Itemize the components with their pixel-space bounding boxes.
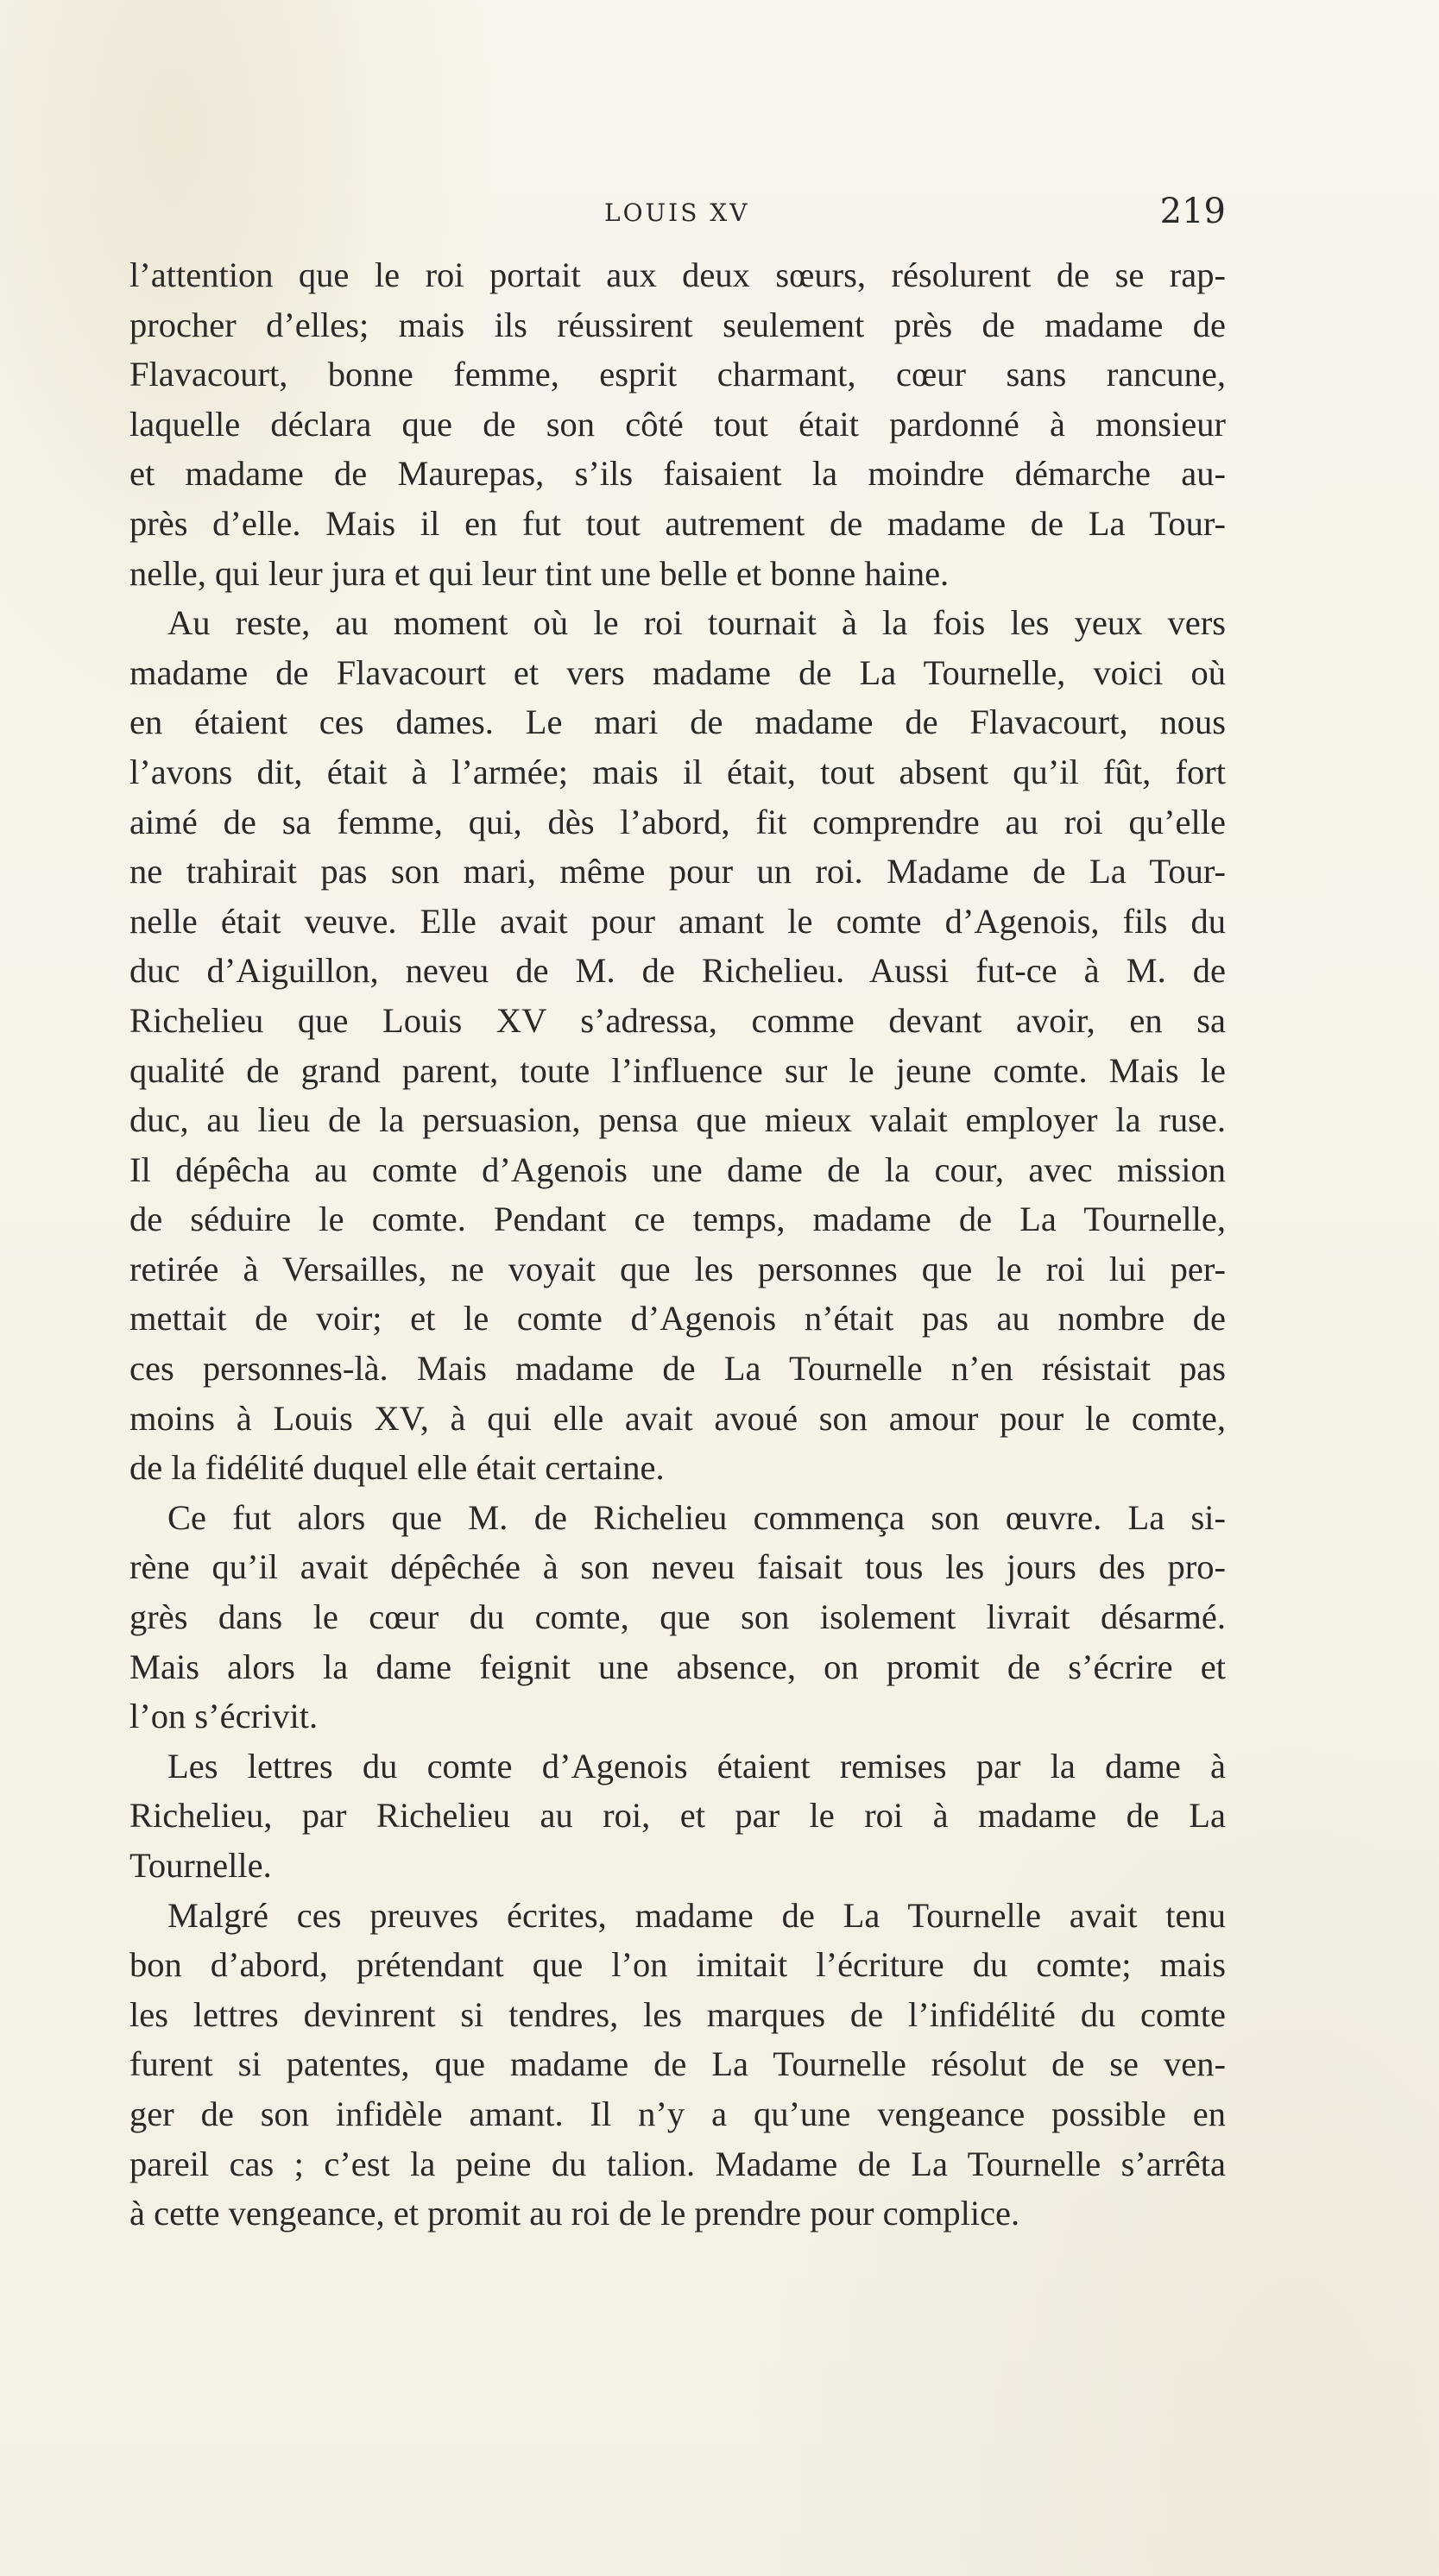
text-line: Au reste, au moment où le roi tournait à la fois les yeux vers <box>167 603 1226 643</box>
text-line: et madame de Maurepas, s’ils faisaient la moindre démarche au- <box>129 454 1226 494</box>
text-line: ces personnes-là. Mais madame de La Tournelle n’en résistait pas <box>129 1349 1226 1389</box>
text-line: ger de son infidèle amant. Il n’y a qu’une vengeance possible en <box>129 2094 1226 2133</box>
text-line: Mais alors la dame feignit une absence, on promit de s’écrire et <box>129 1647 1226 1686</box>
text-line: de la fidélité duquel elle était certaine. <box>129 1448 665 1488</box>
text-line: aimé de sa femme, qui, dès l’abord, fit comprendre au roi qu’elle <box>129 802 1226 841</box>
text-line: qualité de grand parent, toute l’influence sur le jeune comte. Mais le <box>129 1050 1226 1090</box>
running-title: LOUIS XV <box>604 198 750 227</box>
text-line: Richelieu que Louis XV s’adressa, comme devant avoir, en sa <box>129 1000 1226 1040</box>
text-line: Flavacourt, bonne femme, esprit charmant, cœur sans rancune, <box>129 355 1226 394</box>
text-line: procher d’elles; mais ils réussirent seulement près de madame de <box>129 305 1226 344</box>
text-line: duc d’Aiguillon, neveu de M. de Richelieu. Aussi fut-ce à M. de <box>129 951 1226 991</box>
text-line: nelle, qui leur jura et qui leur tint une belle et bonne haine. <box>129 553 950 593</box>
text-line: Les lettres du comte d’Agenois étaient remises par la dame à <box>167 1746 1226 1786</box>
text-line: Il dépêcha au comte d’Agenois une dame de la cour, avec mission <box>129 1149 1226 1189</box>
page-number: 219 <box>1159 192 1226 231</box>
text-line: madame de Flavacourt et vers madame de La Tournelle, voici où <box>129 652 1226 692</box>
text-line: ne trahirait pas son mari, même pour un roi. Madame de La Tour- <box>129 852 1226 891</box>
running-head <box>129 192 1226 235</box>
text-line: nelle était veuve. Elle avait pour amant le comte d’Agenois, fils du <box>129 901 1226 941</box>
text-line: furent si patentes, que madame de La Tournelle résolut de se ven- <box>129 2044 1226 2084</box>
text-line: les lettres devinrent si tendres, les marques de l’infidélité du comte <box>129 1994 1226 2034</box>
text-line: rène qu’il avait dépêchée à son neveu faisait tous les jours des pro- <box>129 1547 1226 1587</box>
text-line: près d’elle. Mais il en fut tout autrement de madame de La Tour- <box>129 503 1226 543</box>
text-line: Richelieu, par Richelieu au roi, et par le roi à madame de La <box>129 1796 1226 1836</box>
text-line: mettait de voir; et le comte d’Agenois n’était pas au nombre de <box>129 1299 1226 1338</box>
text-line: Tournelle. <box>129 1846 272 1885</box>
text-line: bon d’abord, prétendant que l’on imitait l’écriture du comte; mais <box>129 1945 1226 1985</box>
text-line: duc, au lieu de la persuasion, pensa que mieux valait employer la ruse. <box>129 1100 1226 1140</box>
body-text <box>129 250 1226 2239</box>
text-line: en étaient ces dames. Le mari de madame de Flavacourt, nous <box>129 702 1226 742</box>
text-line: l’avons dit, était à l’armée; mais il était, tout absent qu’il fût, fort <box>129 752 1226 791</box>
text-line: de séduire le comte. Pendant ce temps, madame de La Tournelle, <box>129 1200 1226 1239</box>
text-line: Malgré ces preuves écrites, madame de La Tournelle avait tenu <box>167 1895 1226 1935</box>
text-line: à cette vengeance, et promit au roi de le prendre pour complice. <box>129 2194 1020 2233</box>
text-line: laquelle déclara que de son côté tout était pardonné à monsieur <box>129 404 1226 444</box>
text-line: l’attention que le roi portait aux deux sœurs, résolurent de se rap- <box>129 255 1226 294</box>
text-line: retirée à Versailles, ne voyait que les personnes que le roi lui per- <box>129 1249 1226 1288</box>
text-line: grès dans le cœur du comte, que son isolement livrait désarmé. <box>129 1597 1226 1637</box>
text-line: pareil cas ; c’est la peine du talion. Madame de La Tournelle s’arrêta <box>129 2144 1226 2183</box>
text-line: l’on s’écrivit. <box>129 1697 319 1736</box>
text-line: Ce fut alors que M. de Richelieu commença son œuvre. La si- <box>167 1497 1226 1537</box>
text-line: moins à Louis XV, à qui elle avait avoué son amour pour le comte, <box>129 1398 1226 1438</box>
